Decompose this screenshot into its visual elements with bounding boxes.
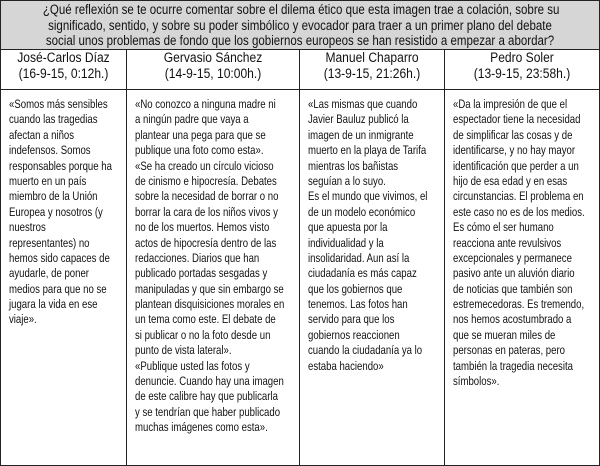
quote-line: miembro de la Unión — [9, 189, 98, 204]
quote-line: actos de hipocresía dentro de las — [135, 235, 277, 250]
quote-line: borrar la cara de los niños vivos y — [135, 204, 278, 219]
quote-line: seguían a lo suyo. — [308, 173, 386, 188]
quote-line: jugara la vida en ese — [9, 297, 98, 312]
author-date: (16-9-15, 0:12h.) — [18, 66, 109, 81]
quote-line: «Da la impresión de que el — [453, 97, 568, 111]
quote-line: plantean disquisiciones morales en — [135, 297, 285, 312]
quote-line: sobre la necesidad de borrar o no — [135, 189, 279, 204]
quote-line: hemos sido capaces de — [9, 250, 110, 265]
quote-line: circunstancias. El problema en — [453, 189, 584, 204]
quote-line: este caso no es de los medios. — [453, 204, 585, 219]
quote-line: manipuladas y que sin embargo se — [135, 281, 284, 296]
quote-line: no de los muertos. Hemos visto — [135, 220, 270, 235]
quote-line: de un modelo económico — [308, 204, 416, 219]
quote-line: Es cómo el ser humano — [453, 220, 554, 235]
quote-line: nuestros — [9, 220, 46, 235]
quote-line: cuando las tragedias — [9, 112, 98, 127]
author-header — [445, 49, 599, 90]
quote-line: «Se ha creado un círculo vicioso — [135, 158, 274, 173]
quote-line: que los gobiernos que — [308, 281, 403, 296]
quote-line: tenemos. Las fotos han — [308, 297, 408, 312]
quote-line: pasivo ante un aluvión diario — [453, 266, 575, 281]
quote-line: Javier Bauluz publicó la — [308, 112, 409, 127]
author-quote — [300, 90, 444, 374]
column-jose-carlos-diaz — [1, 49, 127, 465]
quote-line: denuncie. Cuando hay una imagen — [135, 374, 284, 389]
author-quote — [445, 90, 599, 389]
quote-line: estremecedoras. Es tremendo, — [453, 297, 585, 312]
quote-line: ayudarle, de poner — [9, 266, 89, 281]
quote-line: representantes) no — [9, 235, 90, 250]
quote-line: cuando la ciudadanía ya lo — [308, 343, 423, 358]
quote-line: Es el mundo que vivimos, el — [308, 189, 428, 204]
quote-line: gobiernos reaccionen — [308, 327, 400, 342]
quote-line: muerto en un país — [9, 173, 87, 188]
quote-line: que se mueran miles de — [453, 327, 556, 342]
quote-line: publique una foto como esta». — [135, 143, 264, 158]
quote-line: de simplificar las cosas y de — [453, 127, 573, 142]
quote-line: «No conozco a ninguna madre ni — [135, 97, 276, 111]
author-name: Gervasio Sánchez — [163, 50, 263, 65]
quote-line: «Publique usted las fotos y — [135, 358, 250, 373]
quote-line: «Las mismas que cuando — [308, 97, 418, 111]
author-header — [127, 49, 299, 90]
quote-line: «Somos más sensibles — [9, 97, 108, 111]
quote-line: de noticias que también son — [453, 281, 573, 296]
quote-line: a ningún padre que vaya a — [135, 112, 249, 127]
quote-line: indefensos. Somos — [9, 143, 91, 158]
question-line: ¿Qué reflexión se te ocurre comentar sobre el dilema ético que esta imagen trae a colación, sobre su — [42, 2, 560, 17]
quote-line: identificación que perder a un — [453, 158, 579, 173]
quote-line: un tema como este. El debate de — [135, 312, 276, 327]
quote-line: mientras los bañistas — [308, 158, 399, 173]
quote-line: excepcionales y permanece — [453, 250, 572, 265]
question-line: significado, sentido, y sobre su poder simbólico y evocador para traer a un primer plano del debate — [48, 17, 552, 33]
author-name: Manuel Chaparro — [325, 50, 419, 65]
author-header — [1, 49, 126, 90]
quote-line: si publicar o no la foto desde un — [135, 327, 271, 342]
quote-line: espectador tiene la necesidad — [453, 112, 581, 127]
quote-line: insolidaridad. Aun así la — [308, 250, 410, 265]
author-quote — [1, 90, 126, 328]
quote-line: redacciones. Diarios que han — [135, 250, 260, 265]
quote-line: y se tendrían que haber publicado — [135, 404, 281, 419]
quote-line: de este calibre hay que publicarla — [135, 389, 278, 404]
quote-line: también la tragedia necesita — [453, 358, 573, 373]
quote-line: medios para que no se — [9, 281, 107, 296]
quote-line: afectan a niños — [9, 127, 75, 142]
quote-line: individualidad y la — [308, 235, 384, 250]
quote-line: identificarse, y no hay mayor — [453, 143, 576, 158]
quote-line: ciudadanía es más capaz — [308, 266, 417, 281]
quote-line: publicado portadas sesgadas y — [135, 266, 268, 281]
quote-line: punto de vista lateral». — [135, 343, 232, 358]
quote-line: nos hemos acostumbrado a — [453, 312, 572, 327]
column-manuel-chaparro — [300, 49, 445, 465]
quote-line: muerto en la playa de Tarifa — [308, 143, 427, 158]
quote-line: reacciona ante revulsivos — [453, 235, 562, 250]
quote-line: que apuesta por la — [308, 220, 388, 235]
author-name: José-Carlos Díaz — [17, 50, 110, 65]
quote-line: símbolos». — [453, 374, 500, 389]
quote-line: Europea y nosotros (y — [9, 204, 103, 219]
author-date: (13-9-15, 23:58h.) — [473, 66, 571, 81]
quote-line: viaje». — [9, 312, 37, 327]
column-gervasio-sanchez — [127, 49, 300, 465]
quote-line: de cinismo e hipocresía. Debates — [135, 173, 277, 188]
question-header — [1, 1, 599, 50]
quote-line: hijo de esa edad y en esas — [453, 173, 568, 188]
author-name: Pedro Soler — [490, 50, 554, 65]
quote-line: plantear una pega para que se — [135, 127, 266, 142]
quote-line: imagen de un inmigrante — [308, 127, 414, 142]
question-line: social unos problemas de fondo que los gobiernos europeos se han resistido a empezar a abordar? — [45, 33, 555, 48]
column-pedro-soler — [445, 49, 599, 465]
quote-line: muchas imágenes como esta». — [135, 420, 268, 435]
author-date: (14-9-15, 10:00h.) — [164, 66, 262, 81]
quote-line: servido para que los — [308, 312, 395, 327]
author-header — [300, 49, 444, 90]
quote-line: responsables porque ha — [9, 158, 112, 173]
author-date: (13-9-15, 21:26h.) — [323, 66, 421, 81]
quote-line: estaba haciendo» — [308, 358, 384, 373]
author-quote — [127, 90, 299, 436]
quote-line: personas en pateras, pero — [453, 343, 565, 358]
